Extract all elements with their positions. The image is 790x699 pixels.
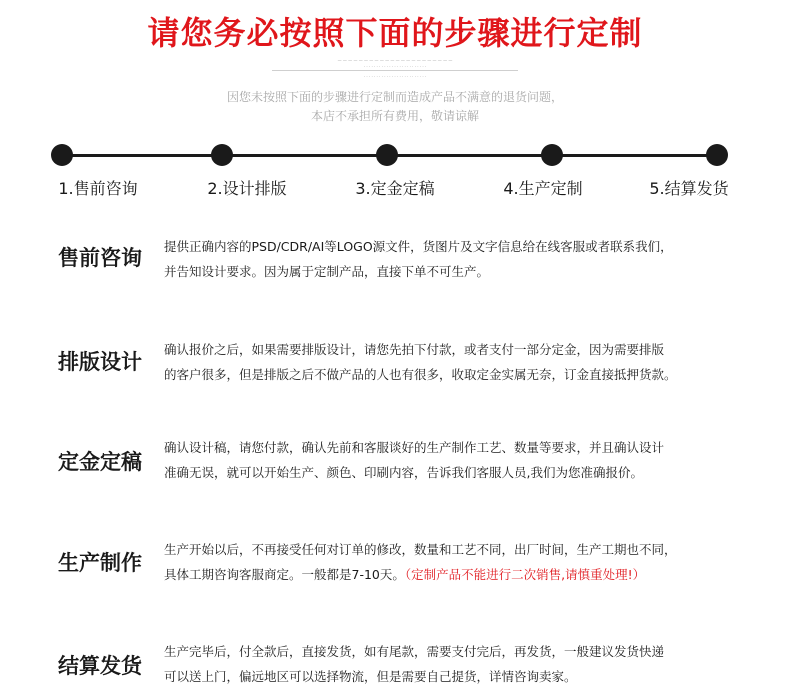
section-title: 结算发货	[58, 654, 142, 678]
section-line: 并告知设计要求。因为属于定制产品，直接下单不可生产。	[164, 264, 490, 279]
section-title: 生产制作	[58, 551, 142, 575]
step-label-1: 1.售前咨询	[58, 179, 138, 198]
step-label-2: 2.设计排版	[207, 179, 287, 198]
refund-notice-line1: 因您未按照下面的步骤进行定制而造成产品不满意的退货问题，	[226, 90, 563, 104]
step-label-3: 3.定金定稿	[355, 179, 435, 198]
section-line: 的客户很多，但是排版之后不做产品的人也有很多，收取定金实属无奈，订金直接抵押货款。	[164, 367, 677, 382]
step-dot	[541, 144, 563, 166]
section-line-text: 具体工期咨询客服商定。一般都是7-10天。	[164, 567, 405, 582]
section-line: 确认报价之后，如果需要排版设计，请您先拍下付款，或者支付一部分定金，因为需要排版	[164, 342, 665, 357]
section-line: 提供正确内容的PSD/CDR/AI等LOGO源文件，货图片及文字信息给在线客服或者联系我们，	[164, 239, 673, 254]
section-line: 可以送上门，偏远地区可以选择物流，但是需要自己提货，详情咨询卖家。	[164, 669, 577, 684]
section-title: 排版设计	[58, 350, 142, 374]
fine-print-line: — — — — — — — — — — — — — — — — — — — — — —	[337, 58, 453, 63]
fine-print-line: · · · · · · · · · · · · · · · · · · · · · · · · ·	[363, 74, 427, 79]
warning-text: （定制产品不能进行二次销售,请慎重处理!）	[404, 567, 646, 582]
section-title: 售前咨询	[58, 246, 142, 270]
step-dot	[706, 144, 728, 166]
step-dot	[211, 144, 233, 166]
divider	[272, 70, 518, 71]
fine-print-line: · · · · · · · · · · · · · · · · · · · · · · · · ·	[363, 64, 427, 69]
section-line: 生产开始以后，不再接受任何对订单的修改，数量和工艺不同，出厂时间，生产工期也不同，	[164, 542, 677, 557]
section-line: 确认设计稿，请您付款，确认先前和客服谈好的生产制作工艺、数量等要求，并且确认设计	[164, 440, 665, 455]
section-body	[164, 337, 764, 387]
section-body	[164, 435, 764, 485]
page-title: 请您务必按照下面的步骤进行定制	[147, 14, 643, 52]
section-line: 准确无误，就可以开始生产、颜色、印刷内容，告诉我们客服人员,我们为您准确报价。	[164, 465, 643, 480]
step-dot	[376, 144, 398, 166]
section-body	[164, 234, 764, 284]
section-line: 生产完毕后，付全款后，直接发货，如有尾款，需要支付完后，再发货，一般建议发货快递	[164, 644, 665, 659]
refund-notice-line2: 本店不承担所有费用，敬请谅解	[310, 109, 479, 123]
step-label-4: 4.生产定制	[503, 179, 583, 198]
step-label-5: 5.结算发货	[649, 179, 729, 198]
step-dot	[51, 144, 73, 166]
section-line	[164, 562, 764, 587]
section-body	[164, 537, 764, 587]
section-body	[164, 639, 764, 689]
section-title: 定金定稿	[58, 450, 142, 474]
